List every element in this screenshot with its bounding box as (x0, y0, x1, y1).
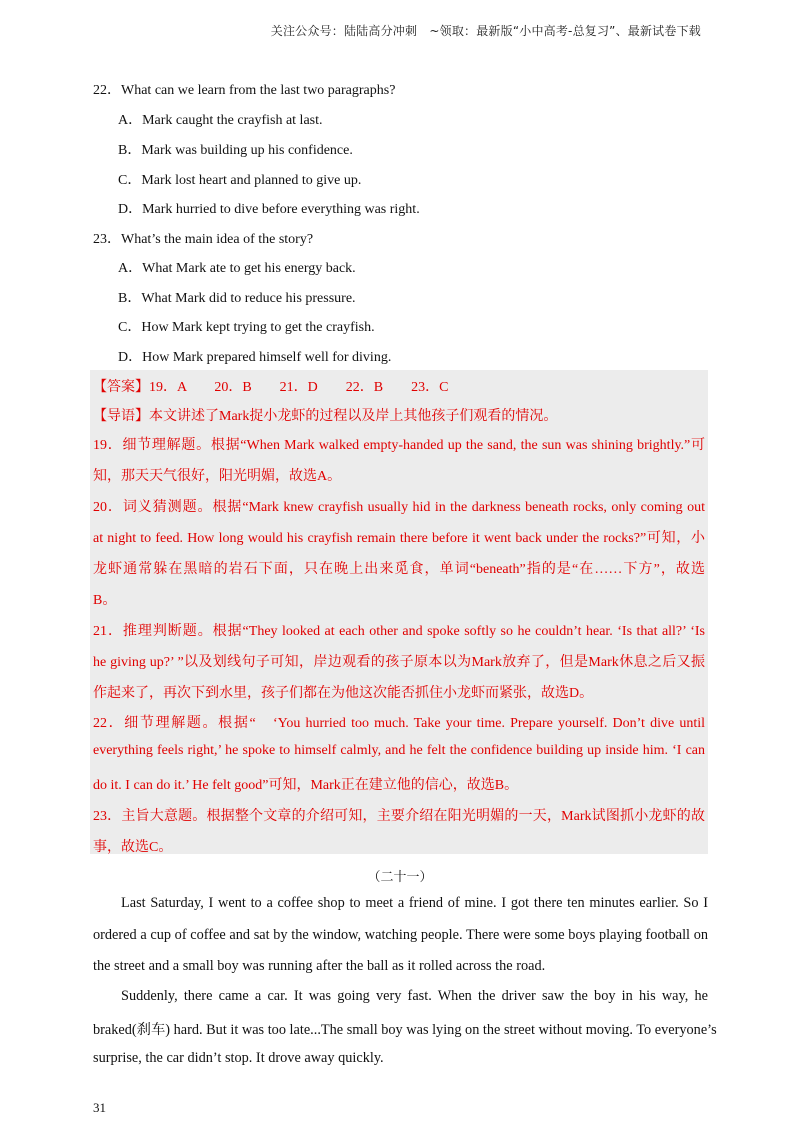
passage-line: the street and a small boy was running after the ball as it rolled across the road. (93, 958, 546, 974)
option-23-d: D．How Mark prepared himself well for diving. (118, 350, 392, 365)
explanation-line: B。 (93, 593, 117, 608)
option-23-c: C．How Mark kept trying to get the crayfish. (118, 320, 375, 335)
explanation-line: 龙虾通常躲在黑暗的岩石下面，只在晚上出来觅食，单词“beneath”指的是“在……下方”，故选 (93, 562, 705, 577)
explanation-line: 作起来了，再次下到水里，孩子们都在为他这次能否抓住小龙虾而紧张，故选D。 (93, 686, 594, 701)
explanation-line: 知，那天天气很好，阳光明媚，故选A。 (93, 469, 342, 484)
explanation-line: do it. I can do it.’ He felt good”可知，Mark正在建立他的信心，故选B。 (93, 778, 519, 793)
explanation-line: everything feels right,’ he spoke to himself calmly, and he felt the confidence building up inside him. ‘I can (93, 743, 705, 758)
explanation-line: 21．推理判断题。根据“They looked at each other and spoke softly so he couldn’t hear. ‘Is that all?’ ‘Is (93, 624, 705, 639)
passage-line: ordered a cup of coffee and sat by the window, watching people. There were some boys playing football on (93, 927, 708, 943)
passage-line: Suddenly, there came a car. It was going very fast. When the driver saw the boy in his way, he (121, 988, 708, 1004)
passage-line: surprise, the car didn’t stop. It drove away quickly. (93, 1050, 384, 1066)
section-title: （二十一） (367, 869, 433, 884)
option-23-a: A．What Mark ate to get his energy back. (118, 261, 356, 276)
explanation-line: he giving up?’ ”以及划线句子可知，岸边观看的孩子原本以为Mark放弃了，但是Mark休息之后又振 (93, 655, 705, 670)
explanation-line: 23．主旨大意题。根据整个文章的介绍可知，主要介绍在阳光明媚的一天，Mark试图抓小龙虾的故 (93, 809, 705, 824)
answer-key: 【答案】19．A 20．B 21．D 22．B 23．C (93, 380, 449, 395)
option-22-a: A．Mark caught the crayfish at last. (118, 113, 323, 128)
guide-summary: 【导语】本文讲述了Mark捉小龙虾的过程以及岸上其他孩子们观看的情况。 (93, 409, 558, 424)
explanation-line: 19．细节理解题。根据“When Mark walked empty-handed up the sand, the sun was shining brightly.”可 (93, 438, 705, 453)
option-22-c: C．Mark lost heart and planned to give up. (118, 173, 362, 188)
explanation-line: 20．词义猜测题。根据“Mark knew crayfish usually hid in the darkness beneath rocks, only coming out (93, 500, 705, 515)
page-number: 31 (93, 1100, 106, 1115)
passage-line: Last Saturday, I went to a coffee shop to meet a friend of mine. I got there ten minutes earlier. So I (121, 895, 708, 911)
passage-line: braked(刹车) hard. But it was too late...The small boy was lying on the street without moving. To everyone’s (93, 1022, 717, 1038)
page-header: 关注公众号：陆陆高分冲刺 ~领取：最新版“小中高考-总复习”、最新试卷下载 (270, 24, 701, 38)
question-23: 23．What’s the main idea of the story? (93, 232, 314, 247)
question-22: 22．What can we learn from the last two paragraphs? (93, 83, 396, 98)
explanation-line: at night to feed. How long would his crayfish remain there before it went back under the rocks?”可知，小 (93, 531, 705, 546)
option-22-d: D．Mark hurried to dive before everything was right. (118, 202, 420, 217)
explanation-line: 事，故选C。 (93, 840, 173, 855)
explanation-line: 22．细节理解题。根据“ ‘You hurried too much. Take your time. Prepare yourself. Don’t dive until (93, 716, 705, 731)
option-22-b: B．Mark was building up his confidence. (118, 143, 353, 158)
option-23-b: B．What Mark did to reduce his pressure. (118, 291, 356, 306)
